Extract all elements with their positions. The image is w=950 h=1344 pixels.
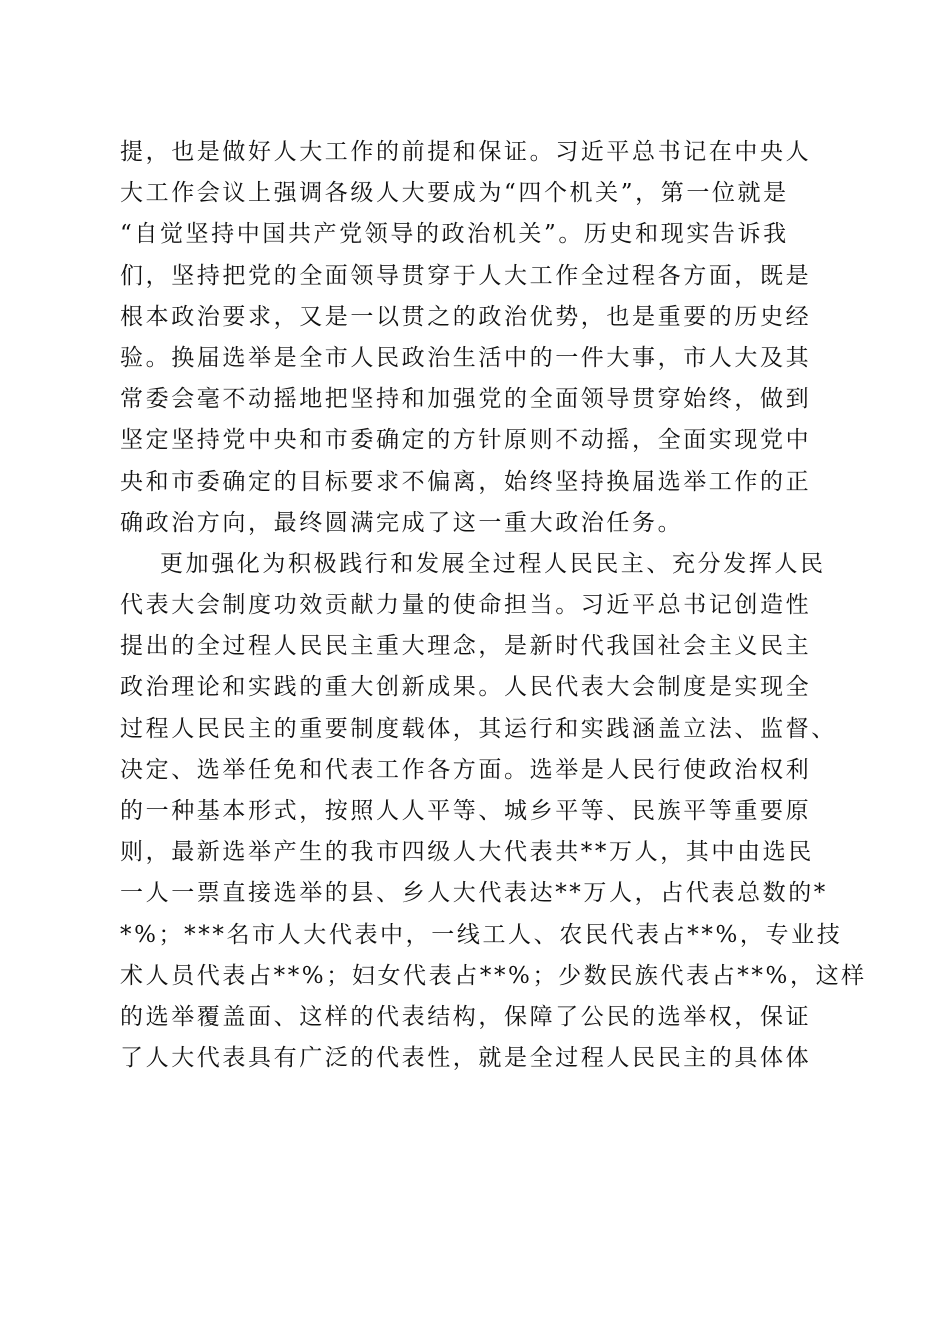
text-line: “自觉坚持中国共产党领导的政治机关”。历史和现实告诉我 [120, 221, 789, 248]
text-line: 一人一票直接选举的县、乡人大代表达**万人，占代表总数的* [120, 880, 828, 907]
text-line: 大工作会议上强调各级人大要成为“四个机关”，第一位就是 [120, 180, 789, 207]
text-line: 提，也是做好人大工作的前提和保证。习近平总书记在中央人 [120, 139, 812, 165]
text-line: 确政治方向，最终圆满完成了这一重大政治任务。 [120, 509, 684, 536]
document-body [120, 132, 867, 1079]
text-line: 则，最新选举产生的我市四级人大代表共**万人，其中由选民 [120, 839, 814, 866]
text-line: 决定、选举任免和代表工作各方面。选举是人民行使政治权利 [120, 756, 812, 783]
text-line: 坚定坚持党中央和市委确定的方针原则不动摇，全面实现党中 [120, 427, 812, 454]
paragraph-1 [120, 132, 850, 544]
text-line: 代表大会制度功效贡献力量的使命担当。习近平总书记创造性 [120, 592, 812, 619]
text-line: 的一种基本形式，按照人人平等、城乡平等、民族平等重要原 [120, 798, 812, 824]
text-line: 政治理论和实践的重大创新成果。人民代表大会制度是实现全 [120, 674, 812, 701]
paragraph-2 [120, 544, 867, 1079]
text-line: 们，坚持把党的全面领导贯穿于人大工作全过程各方面，既是 [120, 262, 812, 289]
text-line: 的选举覆盖面、这样的代表结构，保障了公民的选举权，保证 [120, 1003, 812, 1030]
text-line: 提出的全过程人民民主重大理念，是新时代我国社会主义民主 [120, 633, 812, 660]
text-line: 过程人民民主的重要制度载体，其运行和实践涵盖立法、监督、 [120, 715, 837, 742]
text-line: 根本政治要求，又是一以贯之的政治优势，也是重要的历史经 [120, 303, 812, 330]
text-line: *%；***名市人大代表中，一线工人、农民代表占**%，专业技 [120, 921, 843, 948]
text-line: 央和市委确定的目标要求不偏离，始终坚持换届选举工作的正 [120, 468, 812, 495]
text-line: 了人大代表具有广泛的代表性，就是全过程人民民主的具体体 [120, 1045, 812, 1072]
text-line: 常委会毫不动摇地把坚持和加强党的全面领导贯穿始终，做到 [120, 386, 812, 413]
text-line: 验。换届选举是全市人民政治生活中的一件大事，市人大及其 [120, 344, 812, 371]
text-line: 术人员代表占**%；妇女代表占**%；少数民族代表占**%，这样 [120, 962, 867, 989]
text-line: 更加强化为积极践行和发展全过程人民民主、充分发挥人民 [160, 550, 826, 577]
